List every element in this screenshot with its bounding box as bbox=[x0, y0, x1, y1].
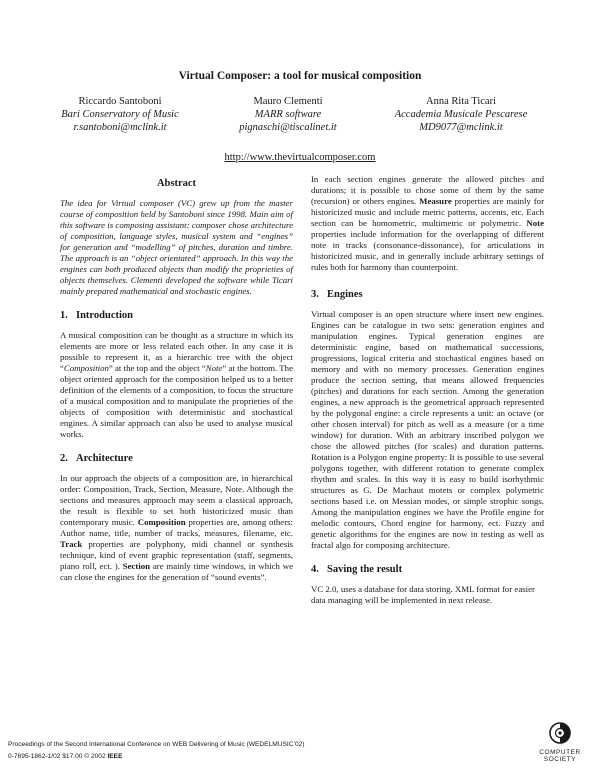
section-heading-saving bbox=[311, 564, 544, 575]
left-column bbox=[60, 174, 293, 583]
bold-composition: Composition bbox=[137, 517, 186, 527]
project-url-link[interactable]: http://www.thevirtualcomposer.com bbox=[224, 152, 376, 163]
bold-section: Section bbox=[122, 561, 151, 571]
footer-ieee: IEEE bbox=[107, 753, 123, 760]
author-affiliation: MARR software bbox=[254, 109, 322, 120]
text-run: properties are mainly for historicized music and include metric patterns, accents, etc. Each section can be homometric, multimetric or polymetric. bbox=[311, 196, 544, 228]
author-email: MD9077@mclink.it bbox=[419, 122, 503, 133]
bold-note: Note bbox=[526, 218, 544, 228]
author-block-2 bbox=[188, 95, 388, 134]
section-number: 4. bbox=[311, 564, 319, 575]
emphasis-note: Note bbox=[205, 363, 223, 373]
emphasis-composition: Composition bbox=[63, 363, 109, 373]
author-name: Mauro Clementi bbox=[253, 96, 323, 107]
footer-line-2 bbox=[8, 751, 305, 763]
text-run: properties include information for the overlapping of different note in tracks (consonance-dissonance), for articulations in historicized music, and in generally include arbitrary settings of rules both for harmony than counterpoint. bbox=[311, 229, 544, 272]
abstract-text: The idea for Virtual composer (VC) grew up from the master course of composition held by Santoboni since 1998. Main aim of this software is composing assistant: composer chose architecture of composition, language styles, musical system and “engines” for generation and “modelling” of pitches, duration and timbre. The approach is an “object orientated” approach. In this way the engines can both produced objects than modify the proprieties of objects themselves. Clementi developed the software while Ticari mainly prepared mathematical and stochastic engines. bbox=[60, 198, 293, 296]
text-run: ” at the bottom. The object oriented approach for the composition helped us to a better definition of the elements of a composition, to focus the structure of a musical composition and to manipulate the proprieties of the objects of composition with deterministic and stochastical engines. A similar approach can also be used to analyse musical works. bbox=[60, 363, 293, 439]
text-run: properties are polyphony, midi channel or synthesis technique, kind of event graphic representation (staff, segments, piano roll, ect. ). bbox=[60, 539, 293, 571]
computer-society-logo bbox=[527, 722, 593, 772]
engines-paragraph: Virtual composer is an open structure where insert new engines. Engines can be catalogue in two sets: generation engines and manipulation engines. Typical generation engines are deterministic engine, based on mathematical successions, progressions, logical criteria and stochastical engines based on memory and with no memory processes. Generation engines produce the section setting, that means allowed frequencies (pitches) and durations for each section. Among the generation engines, a new approach is the geometrical approach represented by the polygonal engine: a circle represents a unit: an octave (or other chosen interval) for pitch as well as a measure (or a time window) for duration. With an arbitrary inscribed polygon we chose the allowed pitches (for scales) and duration patterns. Rotation is a Polygon engine property: It is possible to use several polygons together, with different rotation to generate complex rhythm and scales. In this way it is easy to build isorhythmic structures as G. De Machaut motets or complex polymetric sections based i.e. on Messian modes, or simple strophic songs. Among the manipulation engines we have the Profile engine for melodic contours, Chord engine for harmony, ect. Fuzzy and genetic algorithms for the engines are now in testing as well as fractal algo for composing architecture. bbox=[311, 309, 544, 550]
section-title: Introduction bbox=[76, 310, 133, 321]
right-column bbox=[311, 174, 544, 606]
paper-title: Virtual Composer: a tool for musical composition bbox=[178, 70, 422, 82]
author-name: Riccardo Santoboni bbox=[78, 96, 162, 107]
section-number: 1. bbox=[60, 310, 68, 321]
author-email: pignaschi@tiscalinet.it bbox=[239, 122, 337, 133]
section-title: Engines bbox=[327, 289, 363, 300]
bold-track: Track bbox=[60, 539, 83, 549]
abstract-heading: Abstract bbox=[156, 178, 197, 189]
bold-measure: Measure bbox=[419, 196, 452, 206]
section-title: Saving the result bbox=[327, 564, 403, 575]
logo-text-computer: COMPUTER bbox=[539, 749, 581, 756]
section-heading-engines bbox=[311, 289, 544, 300]
section-heading-introduction bbox=[60, 310, 293, 321]
proceedings-footer bbox=[8, 739, 305, 763]
text-run: In each section engines generate the allowed pitches and durations; it is possible to chose some of them by the same (recursion) or others engines. bbox=[311, 174, 544, 206]
text-run: properties are, among others: Author name, title, number of tracks, measures, filename, etc. bbox=[60, 517, 294, 538]
computer-society-emblem-icon bbox=[547, 722, 573, 744]
footer-isbn: 0-7695-1862-1/02 $17.00 © 2002 bbox=[8, 753, 108, 760]
section-number: 2. bbox=[60, 453, 68, 464]
introduction-paragraph bbox=[60, 330, 293, 440]
author-affiliation: Bari Conservatory of Music bbox=[61, 109, 179, 120]
author-email: r.santoboni@mclink.it bbox=[73, 122, 167, 133]
author-name: Anna Rita Ticari bbox=[426, 96, 496, 107]
section-title: Architecture bbox=[76, 453, 133, 464]
footer-line-1: Proceedings of the Second International Conference on WEB Delivering of Music (WEDELMUSIC’02) bbox=[8, 741, 305, 748]
author-affiliation: Accademia Musicale Pescarese bbox=[394, 109, 528, 120]
saving-paragraph: VC 2.0, uses a database for data storing. XML format for easier data managing will be implemented in next release. bbox=[311, 584, 535, 605]
text-run: In our approach the objects of a composition are, in hierarchical order: Composition, Track, Section, Measure, Note. Although the sections and measures approach may seem a classical approach, the result is flexible to set both historicized music than contemporary music. bbox=[60, 473, 293, 527]
section-heading-architecture bbox=[60, 453, 293, 464]
architecture-paragraph bbox=[60, 473, 293, 583]
logo-text-society: SOCIETY bbox=[543, 756, 577, 763]
text-run: ” at the top and the object “ bbox=[108, 363, 206, 373]
author-block-3 bbox=[361, 95, 561, 134]
section-number: 3. bbox=[311, 289, 319, 300]
text-run: A musical composition can be thought as a structure in which its elements are more or less related each other. In any case it is possible to represent it, as a hierarchic tree with the object “ bbox=[60, 330, 293, 373]
text-run: are mainly time windows, in which we can close the engines for the generation of “sound events”. bbox=[60, 561, 293, 582]
architecture-continued-paragraph bbox=[311, 174, 544, 273]
